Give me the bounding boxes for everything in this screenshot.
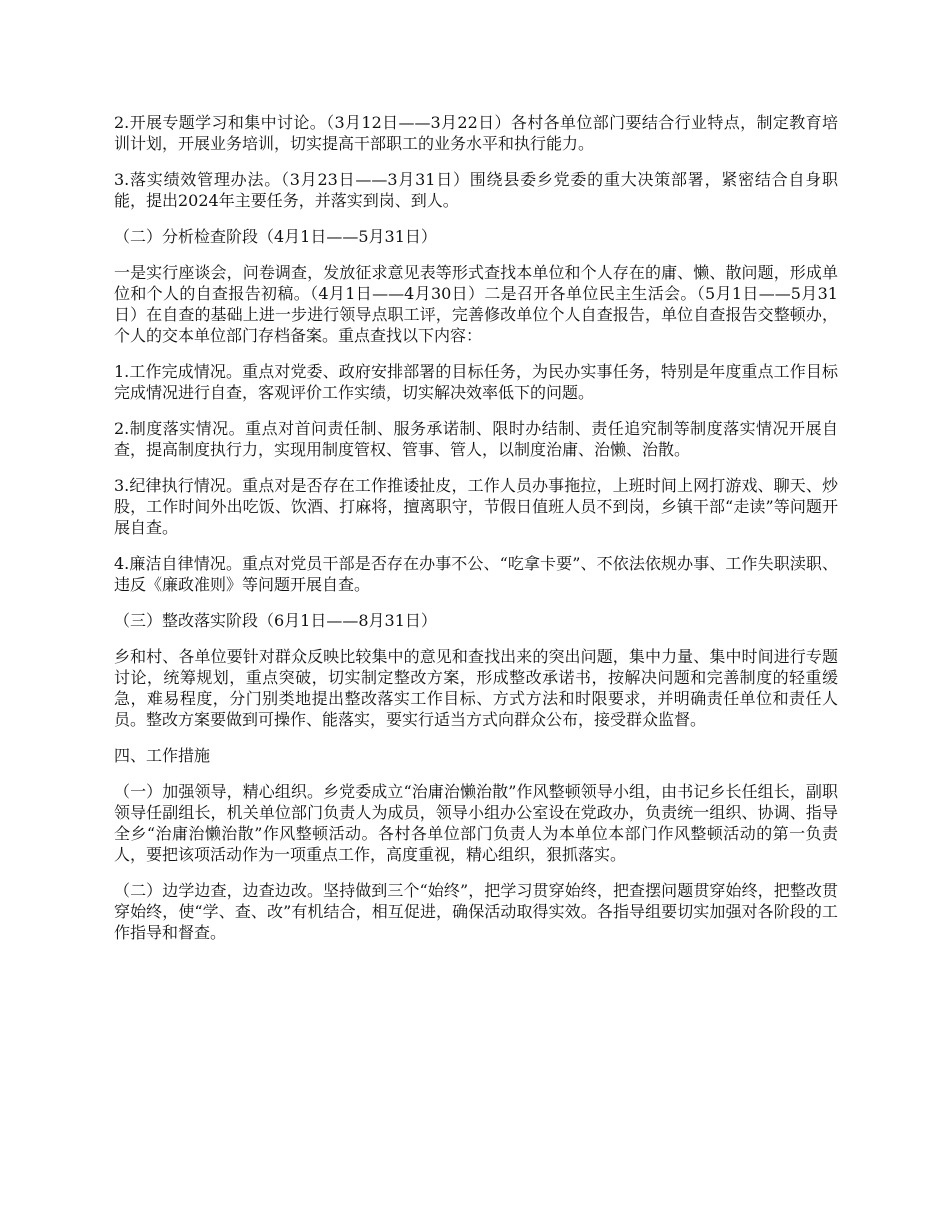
paragraph-leadership: （一）加强领导，精心组织。乡党委成立“治庸治懒治散”作风整顿领导小组，由书记乡长任组长，副职领导任副组长，机关单位部门负责人为成员，领导小组办公室设在党政办，负责统一组织、协调、指导全乡“治庸治懒治散”作风整顿活动。各村各单位部门负责人为本单位本部门作风整顿活动的第一负责人，要把该项活动作为一项重点工作，高度重视，精心组织，狠抓落实。 (114, 782, 838, 864)
section-heading-work-measures: 四、工作措施 (114, 746, 211, 765)
paragraph-system-implementation: 2.制度落实情况。重点对首问责任制、服务承诺制、限时办结制、责任追究制等制度落实情况开展自查，提高制度执行力，实现用制度管权、管事、管人，以制度治庸、治懒、治散。 (114, 419, 838, 459)
paragraph-learn-and-check: （二）边学边查，边查边改。坚持做到三个“始终”，把学习贯穿始终，把查摆问题贯穿始终，把整改贯穿始终，使“学、查、改”有机结合，相互促进，确保活动取得实效。各指导组要切实加强对各阶段的工作指导和督查。 (114, 881, 838, 942)
paragraph-work-completion: 1.工作完成情况。重点对党委、政府安排部署的目标任务，为民办实事任务，特别是年度重点工作目标完成情况进行自查，客观评价工作实绩，切实解决效率低下的问题。 (114, 362, 838, 402)
section-heading-rectification-stage: （三）整改落实阶段（6月1日——8月31日） (114, 611, 437, 630)
paragraph-rectification: 乡和村、各单位要针对群众反映比较集中的意见和查找出来的突出问题，集中力量、集中时间进行专题讨论，统筹规划，重点突破，切实制定整改方案，形成整改承诺书，按解决问题和完善制度的轻重缓急，难易程度，分门别类地提出整改落实工作目标、方式方法和时限要求，并明确责任单位和责任人员。整改方案要做到可操作、能落实，要实行适当方式向群众公布，接受群众监督。 (114, 647, 838, 729)
document-body (114, 112, 838, 958)
paragraph-study-discussion: 2.开展专题学习和集中讨论。（3月12日——3月22日）各村各单位部门要结合行业特点，制定教育培训计划，开展业务培训，切实提高干部职工的业务水平和执行能力。 (114, 113, 838, 153)
paragraph-analysis-methods: 一是实行座谈会，问卷调查，发放征求意见表等形式查找本单位和个人存在的庸、懒、散问题，形成单位和个人的自查报告初稿。（4月1日——4月30日）二是召开各单位民主生活会。（5月1日——5月31日）在自查的基础上进一步进行领导点职工评，完善修改单位个人自查报告，单位自查报告交整顿办，个人的交本单位部门存档备案。重点查找以下内容： (114, 263, 838, 345)
paragraph-discipline: 3.纪律执行情况。重点对是否存在工作推诿扯皮，工作人员办事拖拉，上班时间上网打游戏、聊天、炒股，工作时间外出吃饭、饮酒、打麻将，擅离职守，节假日值班人员不到岗，乡镇干部“走读”等问题开展自查。 (114, 476, 838, 537)
section-heading-analysis-stage: （二）分析检查阶段（4月1日——5月31日） (114, 227, 437, 246)
paragraph-integrity: 4.廉洁自律情况。重点对党员干部是否存在办事不公、“吃拿卡要”、不依法依规办事、工作失职渎职、违反《廉政准则》等问题开展自查。 (114, 554, 838, 594)
paragraph-performance-management: 3.落实绩效管理办法。（3月23日——3月31日）围绕县委乡党委的重大决策部署，紧密结合自身职能，提出2024年主要任务，并落实到岗、到人。 (114, 170, 838, 210)
